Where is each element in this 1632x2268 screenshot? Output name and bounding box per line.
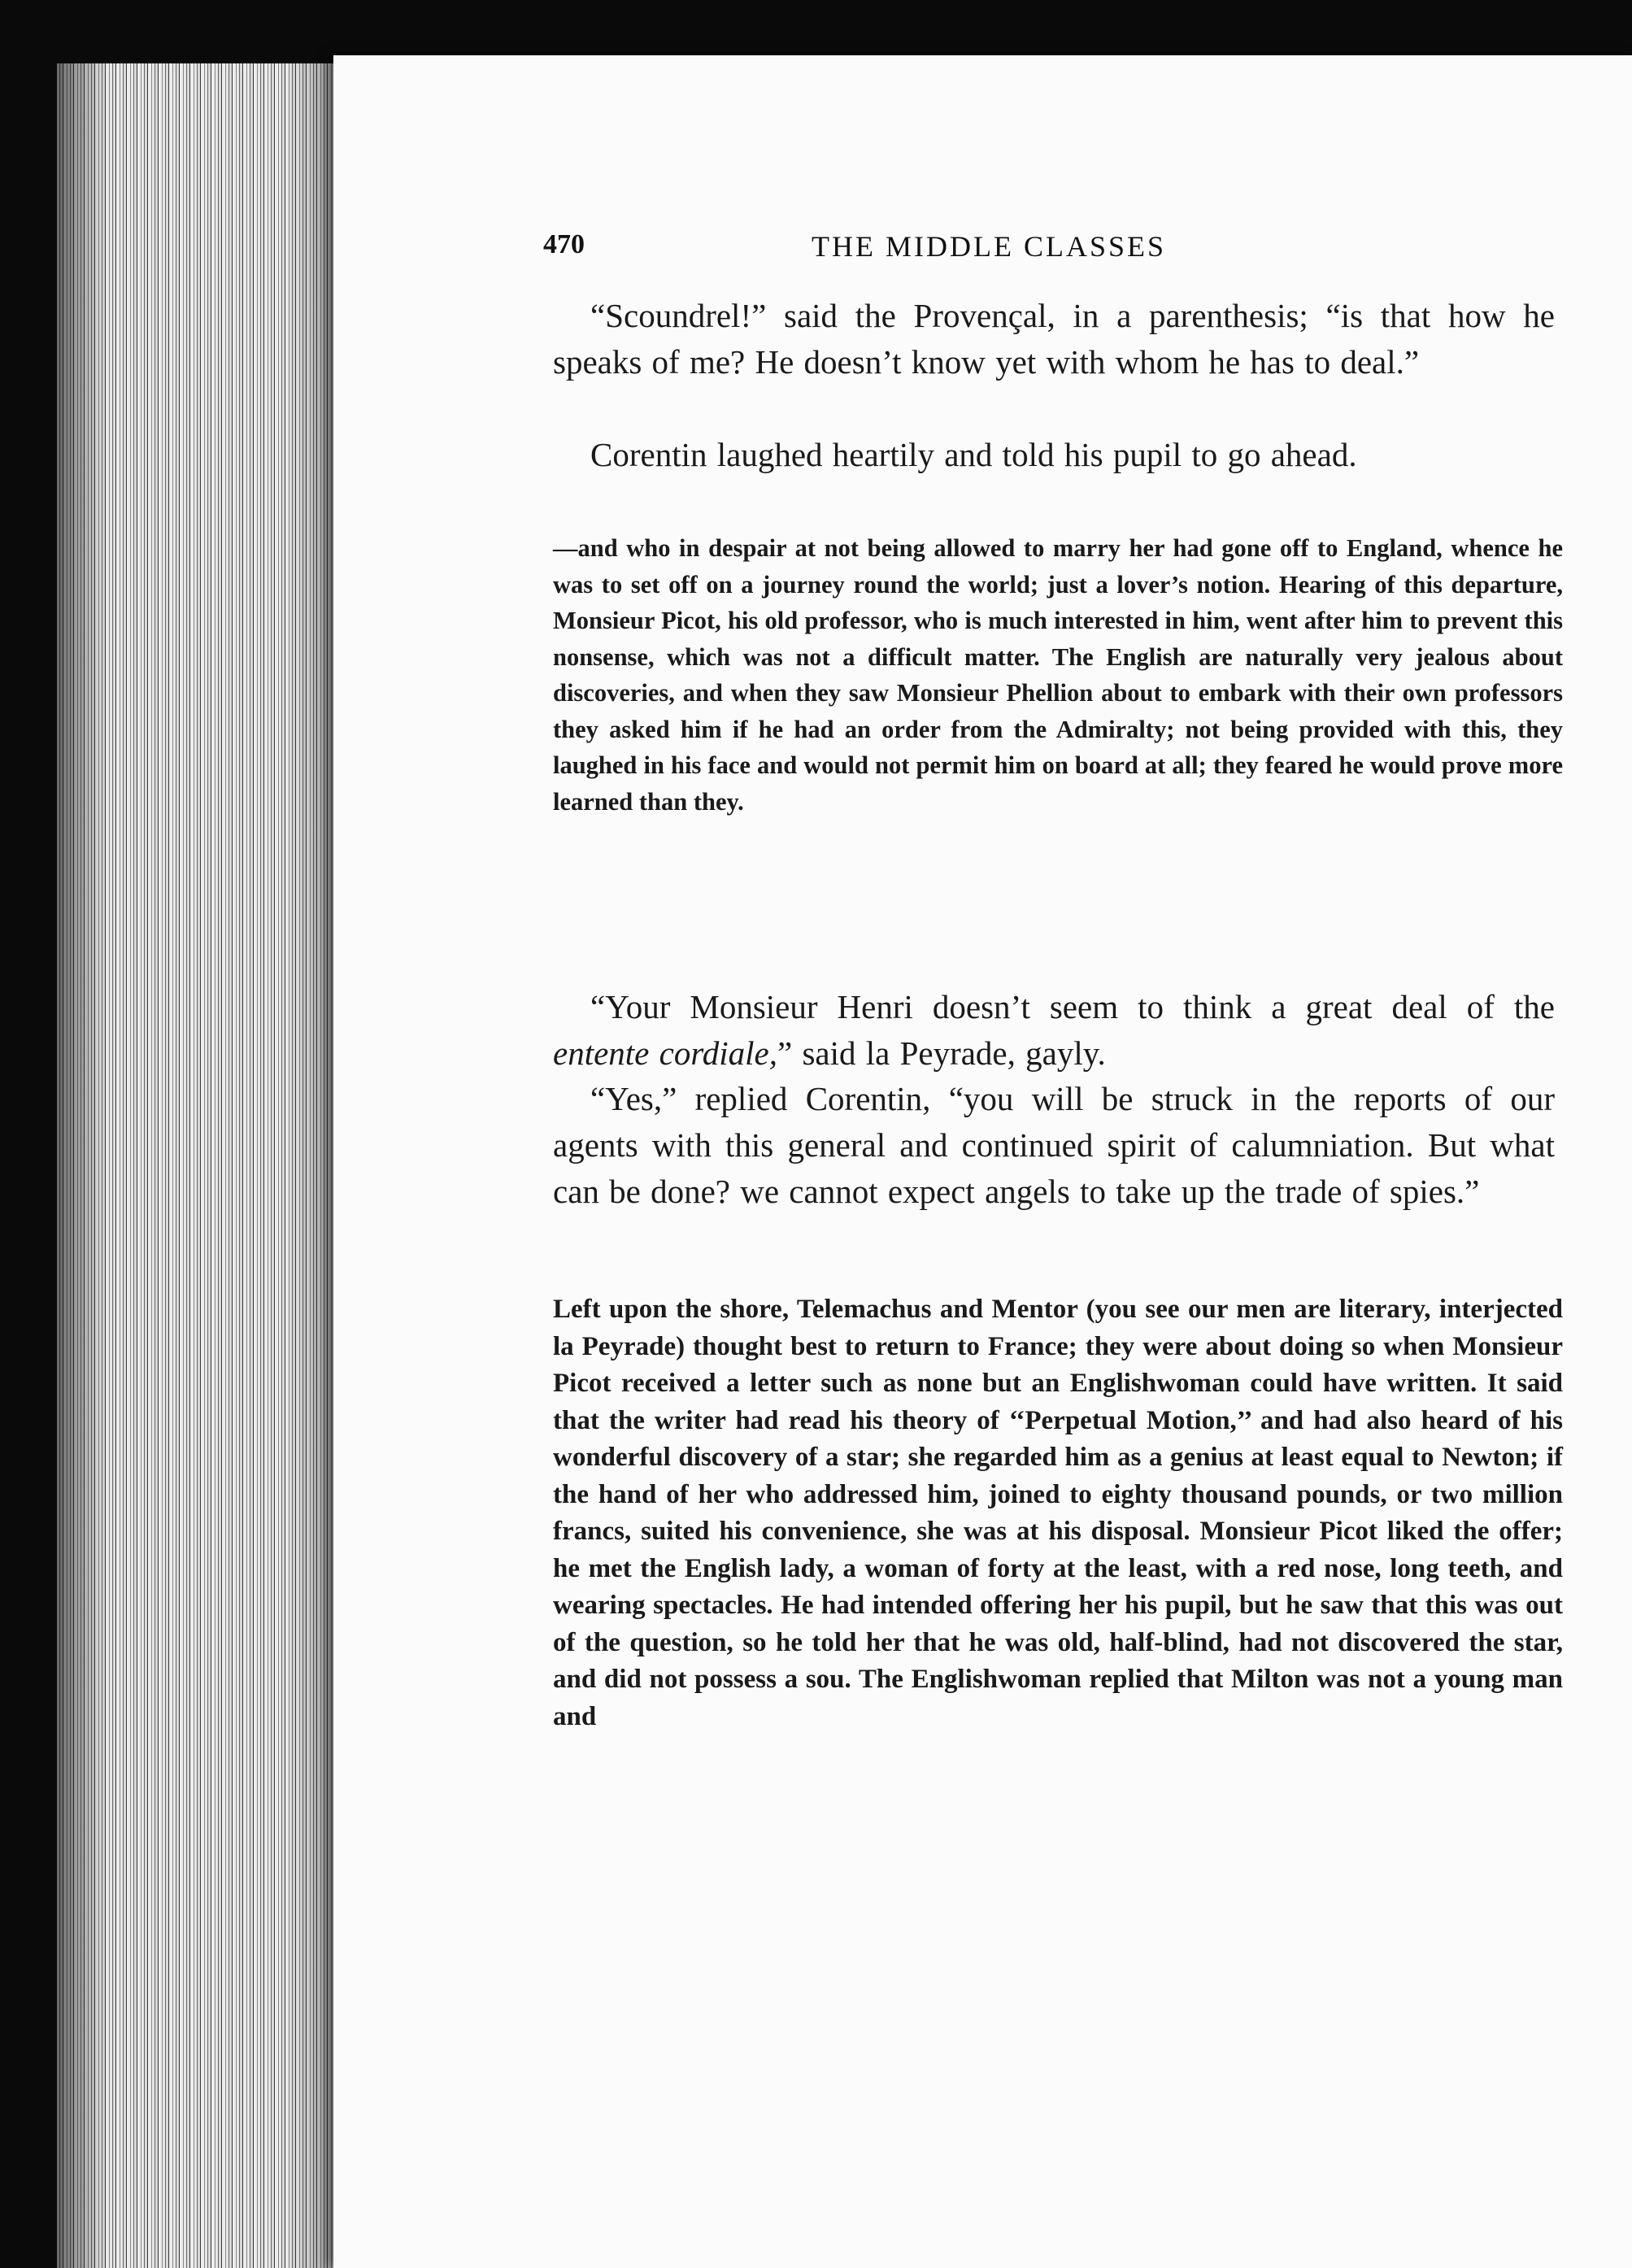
italic-phrase: entente cordiale, <box>553 1034 777 1072</box>
paragraph-monsieur-henri <box>553 984 1555 1077</box>
quoted-letter-excerpt: —and who in despair at not being allowed to marry her had gone off to England, whence he was to set off on a journey round the world; just a lover’s notion. Hearing of this departure, Monsieur Picot, his old professor, who is much interested in him, went after him to prevent this nonsense, which was not a difficult matter. The English are naturally very jealous about discoveries, and when they saw Monsieur Phellion about to embark with their own professors they asked him if he had an order from the Admiralty; not being provided with this, they laughed in his face and would not permit him on board at all; they feared he would prove more learned than they. <box>553 534 1563 816</box>
page-number: 470 <box>543 229 585 259</box>
page-header <box>543 229 1561 270</box>
paragraph-text-before-italic: “Your Monsieur Henri doesn’t seem to think a great deal of the <box>590 988 1555 1025</box>
paragraph-text-after-italic: ” said la Peyrade, gayly. <box>777 1034 1106 1072</box>
running-title: THE MIDDLE CLASSES <box>812 230 1167 263</box>
paragraph-scoundrel: “Scoundrel!” said the Provençal, in a parenthesis; “is that how he speaks of me? He doesn’t know yet with whom he has to deal.” <box>553 297 1555 381</box>
quoted-letter-continuation: Left upon the shore, Telemachus and Mentor (you see our men are literary, interjected la Peyrade) thought best to return to France; they were about doing so when Monsieur Picot received a letter such as none but an Englishwoman could have written. It said that the writer had read his theory of ‘‘Perpetual Motion,’’ and had also heard of his wonderful discovery of a star; she regarded him as a genius at least equal to Newton; if the hand of her who addressed him, joined to eighty thousand pounds, or two million francs, suited his convenience, she was at his disposal. Monsieur Picot liked the offer; he met the English lady, a woman of forty at the least, with a red nose, long teeth, and wearing spectacles. He had intended offering her his pupil, but he saw that this was out of the question, so he told her that he was old, half-blind, had not discovered the star, and did not possess a sou. The Englishwoman replied that Milton was not a young man and <box>553 1295 1563 1731</box>
book-page-edges <box>57 63 342 2268</box>
paragraph-yes-replied-corentin: “Yes,” replied Corentin, “you will be struck in the reports of our agents with this general and continued spirit of calumniation. But what can be done? we cannot expect angels to take up the trade of spies.” <box>553 1080 1555 1210</box>
paragraph-corentin-laughed: Corentin laughed heartily and told his pupil to go ahead. <box>590 436 1357 473</box>
